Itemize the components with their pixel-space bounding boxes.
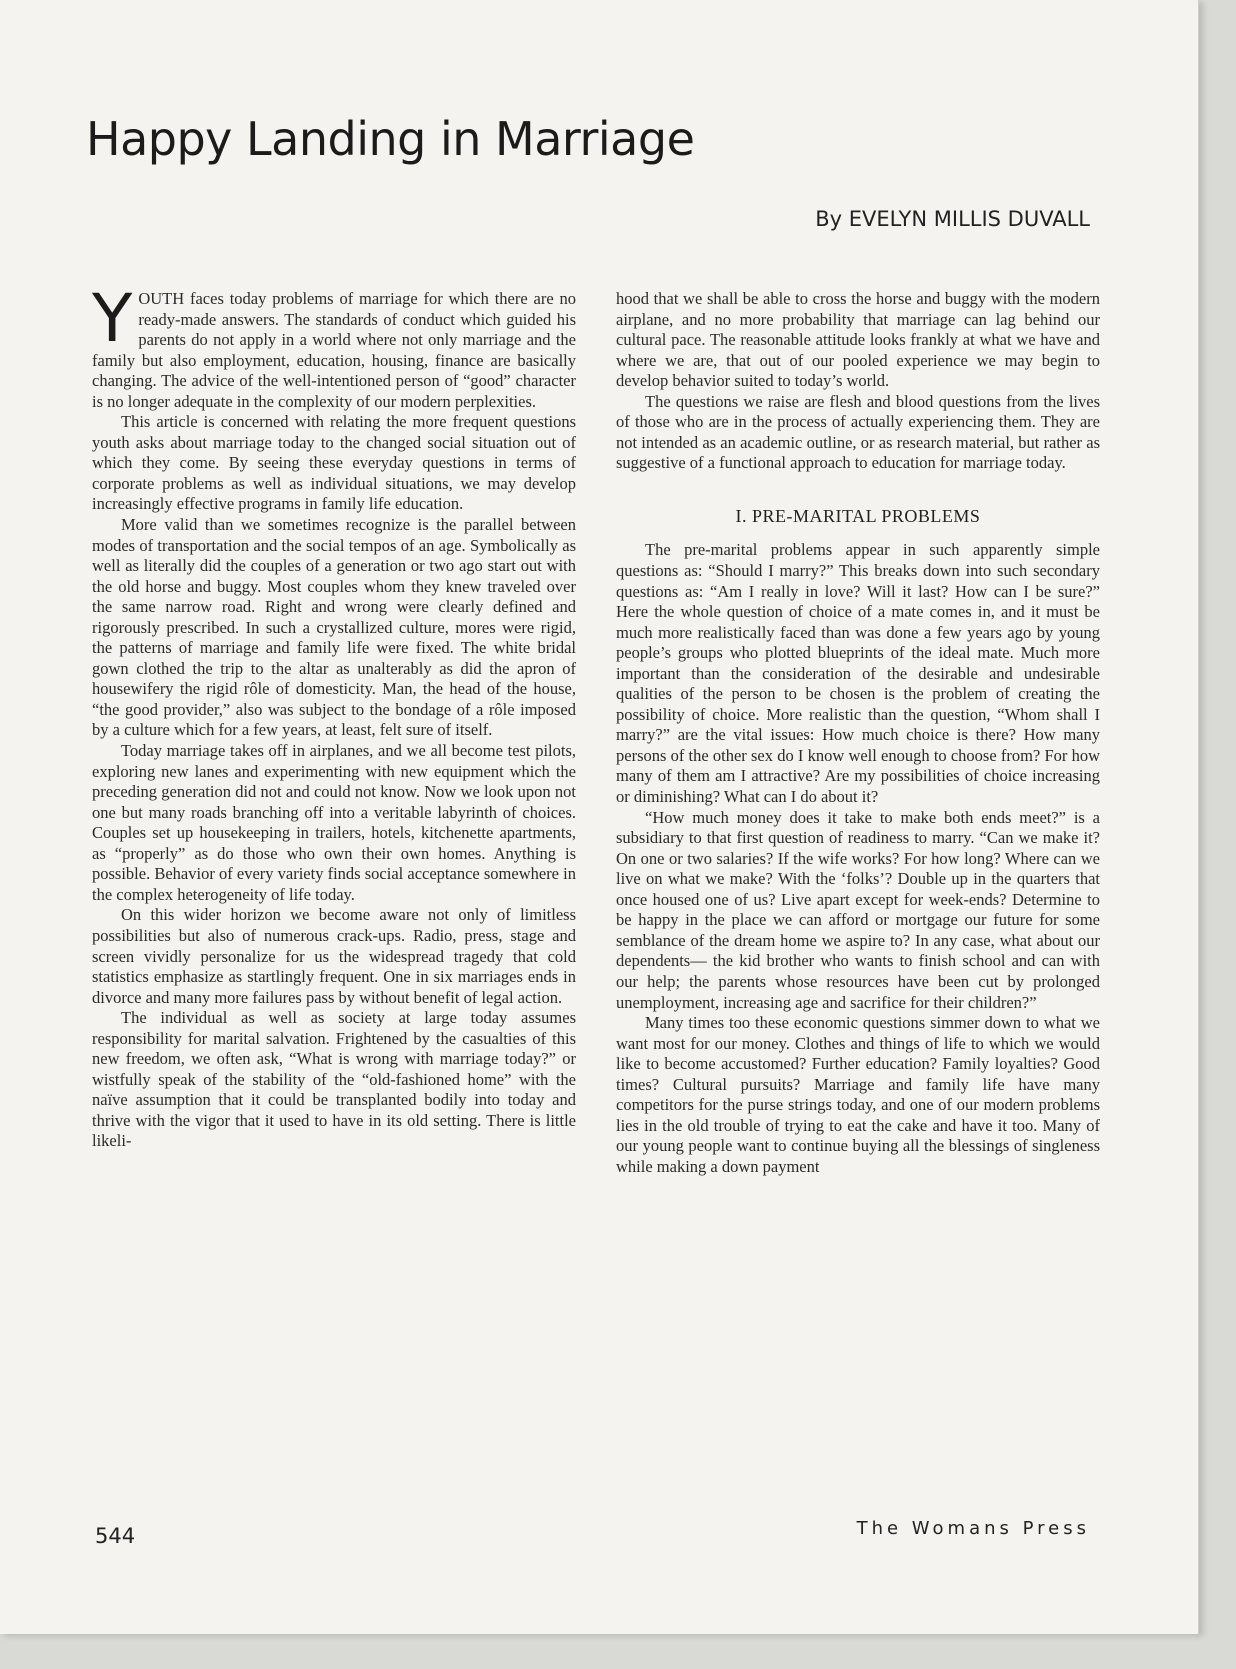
opening-text: faces today problems of marriage for which there are no ready-made answers. The standards of conduct which guided his parents do not apply in a world where not only marriage and the family but also employment, education, housing, finance are basically changing. The advice of the well-intentioned person of “good” character is no longer adequate in the complexity of our modern perplexities. xyxy=(92,289,576,411)
body-paragraph: The individual as well as society at large today assumes responsibility for marital salvation. Frightened by the casualties of this new freedom, we often ask, “What is wrong with marriage today?” or wistfully speak of the stability of the “old-fashioned home” with the naïve assumption that it could be transplanted bodily into today and thrive with the vigor that it used to have in its old setting. There is little likeli- xyxy=(92,1008,576,1151)
continued-paragraph: hood that we shall be able to cross the horse and buggy with the modern airplane, and no more probability that marriage can lag behind our cultural pace. The reasonable attitude looks frankly at what we have and where we are, that out of our pooled experience we may begin to develop behavior suited to today’s world. xyxy=(616,289,1100,391)
publication-name: The Womans Press xyxy=(856,1518,1090,1539)
opening-small-caps: OUTH xyxy=(138,289,185,308)
article-byline: By EVELYN MILLIS DUVALL xyxy=(815,207,1090,231)
body-paragraph: On this wider horizon we become aware not only of limitless possibilities but also of numerous crack-ups. Radio, press, stage and screen vividly personalize for us the widespread tragedy that cold statistics emphasize as startlingly frequent. One in six marriages ends in divorce and many more failures pass by without benefit of legal action. xyxy=(92,905,576,1007)
body-paragraph: More valid than we sometimes recognize is the parallel between modes of transportation and the social tempos of an age. Symbolically as well as literally did the couples of a generation or two ago start out with the old horse and buggy. Most couples whom they knew traveled over the same narrow road. Right and wrong were clearly defined and rigorously prescribed. In such a crystallized culture, mores were rigid, the patterns of marriage and family life were fixed. The white bridal gown clothed the trip to the altar as unalterably as did the apron of housewifery the rigid rôle of domesticity. Man, the head of the house, “the good provider,” also was subject to the bondage of a rôle imposed by a culture which for a few years, at least, felt sure of itself. xyxy=(92,515,576,740)
body-paragraph: The questions we raise are flesh and blood questions from the lives of those who are in the process of actually experiencing them. They are not intended as an academic outline, or as research material, but rather as suggestive of a functional approach to education for marriage today. xyxy=(616,391,1100,473)
body-paragraph: Many times too these economic questions simmer down to what we want most for our money. Clothes and things of life to which we would like to become accustomed? Further education? Family loyalties? Good times? Cultural pursuits? Marriage and family life have many competitors for the purse strings today, and one of our modern problems lies in the old trouble of trying to eat the cake and have it too. Many of our young people want to continue buying all the blessings of singleness while making a down payment xyxy=(616,1013,1100,1176)
body-paragraph: This article is concerned with relating the more frequent questions youth asks about marriage today to the changed social situation out of which they come. By seeing these everyday questions in terms of corporate problems as well as individual situations, we may develop increasingly effective programs in family life education. xyxy=(92,412,576,514)
left-column xyxy=(92,289,576,1669)
body-paragraph: The pre-marital problems appear in such apparently simple questions as: “Should I marry?” This breaks down into such secondary questions as: “Am I really in love? Will it last? How can I be sure?” Here the whole question of choice of a mate comes in, and it must be much more realistically faced than was done a few years ago by young people’s groups who plotted blueprints of the ideal mate. Much more important than the consideration of the desirable and undesirable qualities of the person to be chosen is the problem of creating the possibility of choice. More realistic than the question, “Whom shall I marry?” are the vital issues: How much choice is there? How many persons of the other sex do I know well enough to choose from? For how many of them am I attractive? Are my possibilities of choice increasing or diminishing? What can I do about it? xyxy=(616,540,1100,807)
body-paragraph: Today marriage takes off in airplanes, and we all become test pilots, exploring new lanes and experimenting with new equipment which the preceding generation did not and could not know. Now we look upon not one but many roads branching off into a veritable labyrinth of choices. Couples set up housekeeping in trailers, hotels, kitchenette apartments, as “properly” as do those who own their own homes. Anything is possible. Behavior of every variety finds social acceptance somewhere in the complex heterogeneity of life today. xyxy=(92,741,576,904)
page-number: 544 xyxy=(95,1524,136,1548)
body-paragraph: “How much money does it take to make both ends meet?” is a subsidiary to that first question of readiness to marry. “Can we make it? On one or two salaries? If the wife works? For how long? Where can we live on what we make? With the ‘folks’? Double up in the quarters that once housed one of us? Live apart except for week-ends? Determine to be happy in the place we can afford or mortgage our future for some semblance of the dream home we aspire to? In any case, what about our dependents— the kid brother who wants to finish school and can with our help; the parents whose resources have been cut by prolonged unemployment, increasing age and sacrifice for their children?” xyxy=(616,807,1100,1012)
right-column xyxy=(616,289,1100,1669)
article-title: Happy Landing in Marriage xyxy=(86,112,695,166)
opening-paragraph xyxy=(92,289,576,412)
drop-cap: Y xyxy=(92,289,133,357)
section-heading: I. PRE-MARITAL PROBLEMS xyxy=(735,505,981,526)
